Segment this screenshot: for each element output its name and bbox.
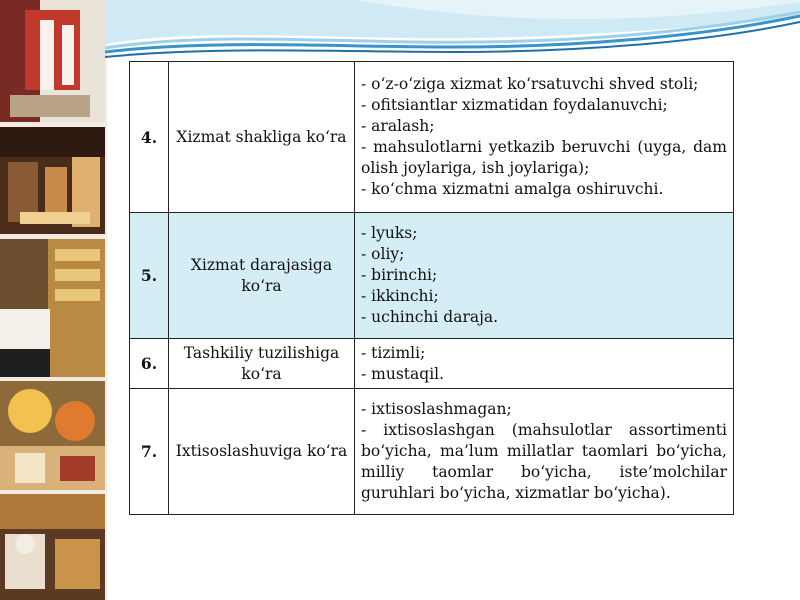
sidebar-photo [0, 0, 105, 122]
row-number: 4. [130, 62, 169, 213]
table-row [130, 389, 734, 515]
list-item: - uchinchi daraja. [361, 308, 499, 326]
header-wave-decoration [105, 0, 800, 70]
row-category: Ixtisoslashuviga ko‘ra [169, 389, 355, 515]
list-item: - ixtisoslashgan (mahsulotlar assortimenti bo‘yicha, ma’lum millatlar taomlari bo‘yicha, milliy taomlar bo‘yicha, iste’molchilar guruhlari bo‘yicha, xizmatlar bo‘yicha). [361, 421, 727, 502]
row-items [355, 62, 734, 213]
row-number: 7. [130, 389, 169, 515]
table-row [130, 213, 734, 339]
row-items [355, 339, 734, 389]
row-category: Tashkiliy tuzilishiga ko‘ra [169, 339, 355, 389]
row-number: 5. [130, 213, 169, 339]
table-row [130, 339, 734, 389]
sidebar-photo [0, 494, 105, 600]
classification-table [129, 61, 734, 515]
list-item: - tizimli; [361, 343, 426, 362]
list-item: - mustaqil. [361, 364, 445, 383]
list-item: - birinchi; [361, 266, 438, 284]
list-item: - ikkinchi; [361, 287, 439, 305]
list-item: - ko‘chma xizmatni amalga oshiruvchi. [361, 180, 664, 198]
sidebar-photo [0, 127, 105, 234]
sidebar-photo [0, 381, 105, 490]
row-category: Xizmat shakliga ko‘ra [169, 62, 355, 213]
list-item: - oliy; [361, 245, 405, 263]
list-item: - ixtisoslashmagan; [361, 400, 512, 418]
row-items [355, 389, 734, 515]
table-row [130, 62, 734, 213]
row-category: Xizmat darajasiga ko‘ra [169, 213, 355, 339]
row-items [355, 213, 734, 339]
photo-sidebar [0, 0, 107, 600]
list-item: - ofitsiantlar xizmatidan foydalanuvchi; [361, 96, 668, 114]
list-item: - mahsulotlarni yetkazib beruvchi (uyga, dam olish joylariga, ish joylariga); [361, 138, 727, 177]
sidebar-photo [0, 239, 105, 377]
row-number: 6. [130, 339, 169, 389]
list-item: - lyuks; [361, 224, 418, 242]
list-item: - o‘z-o‘ziga xizmat ko‘rsatuvchi shved stoli; [361, 75, 699, 93]
list-item: - aralash; [361, 117, 435, 135]
